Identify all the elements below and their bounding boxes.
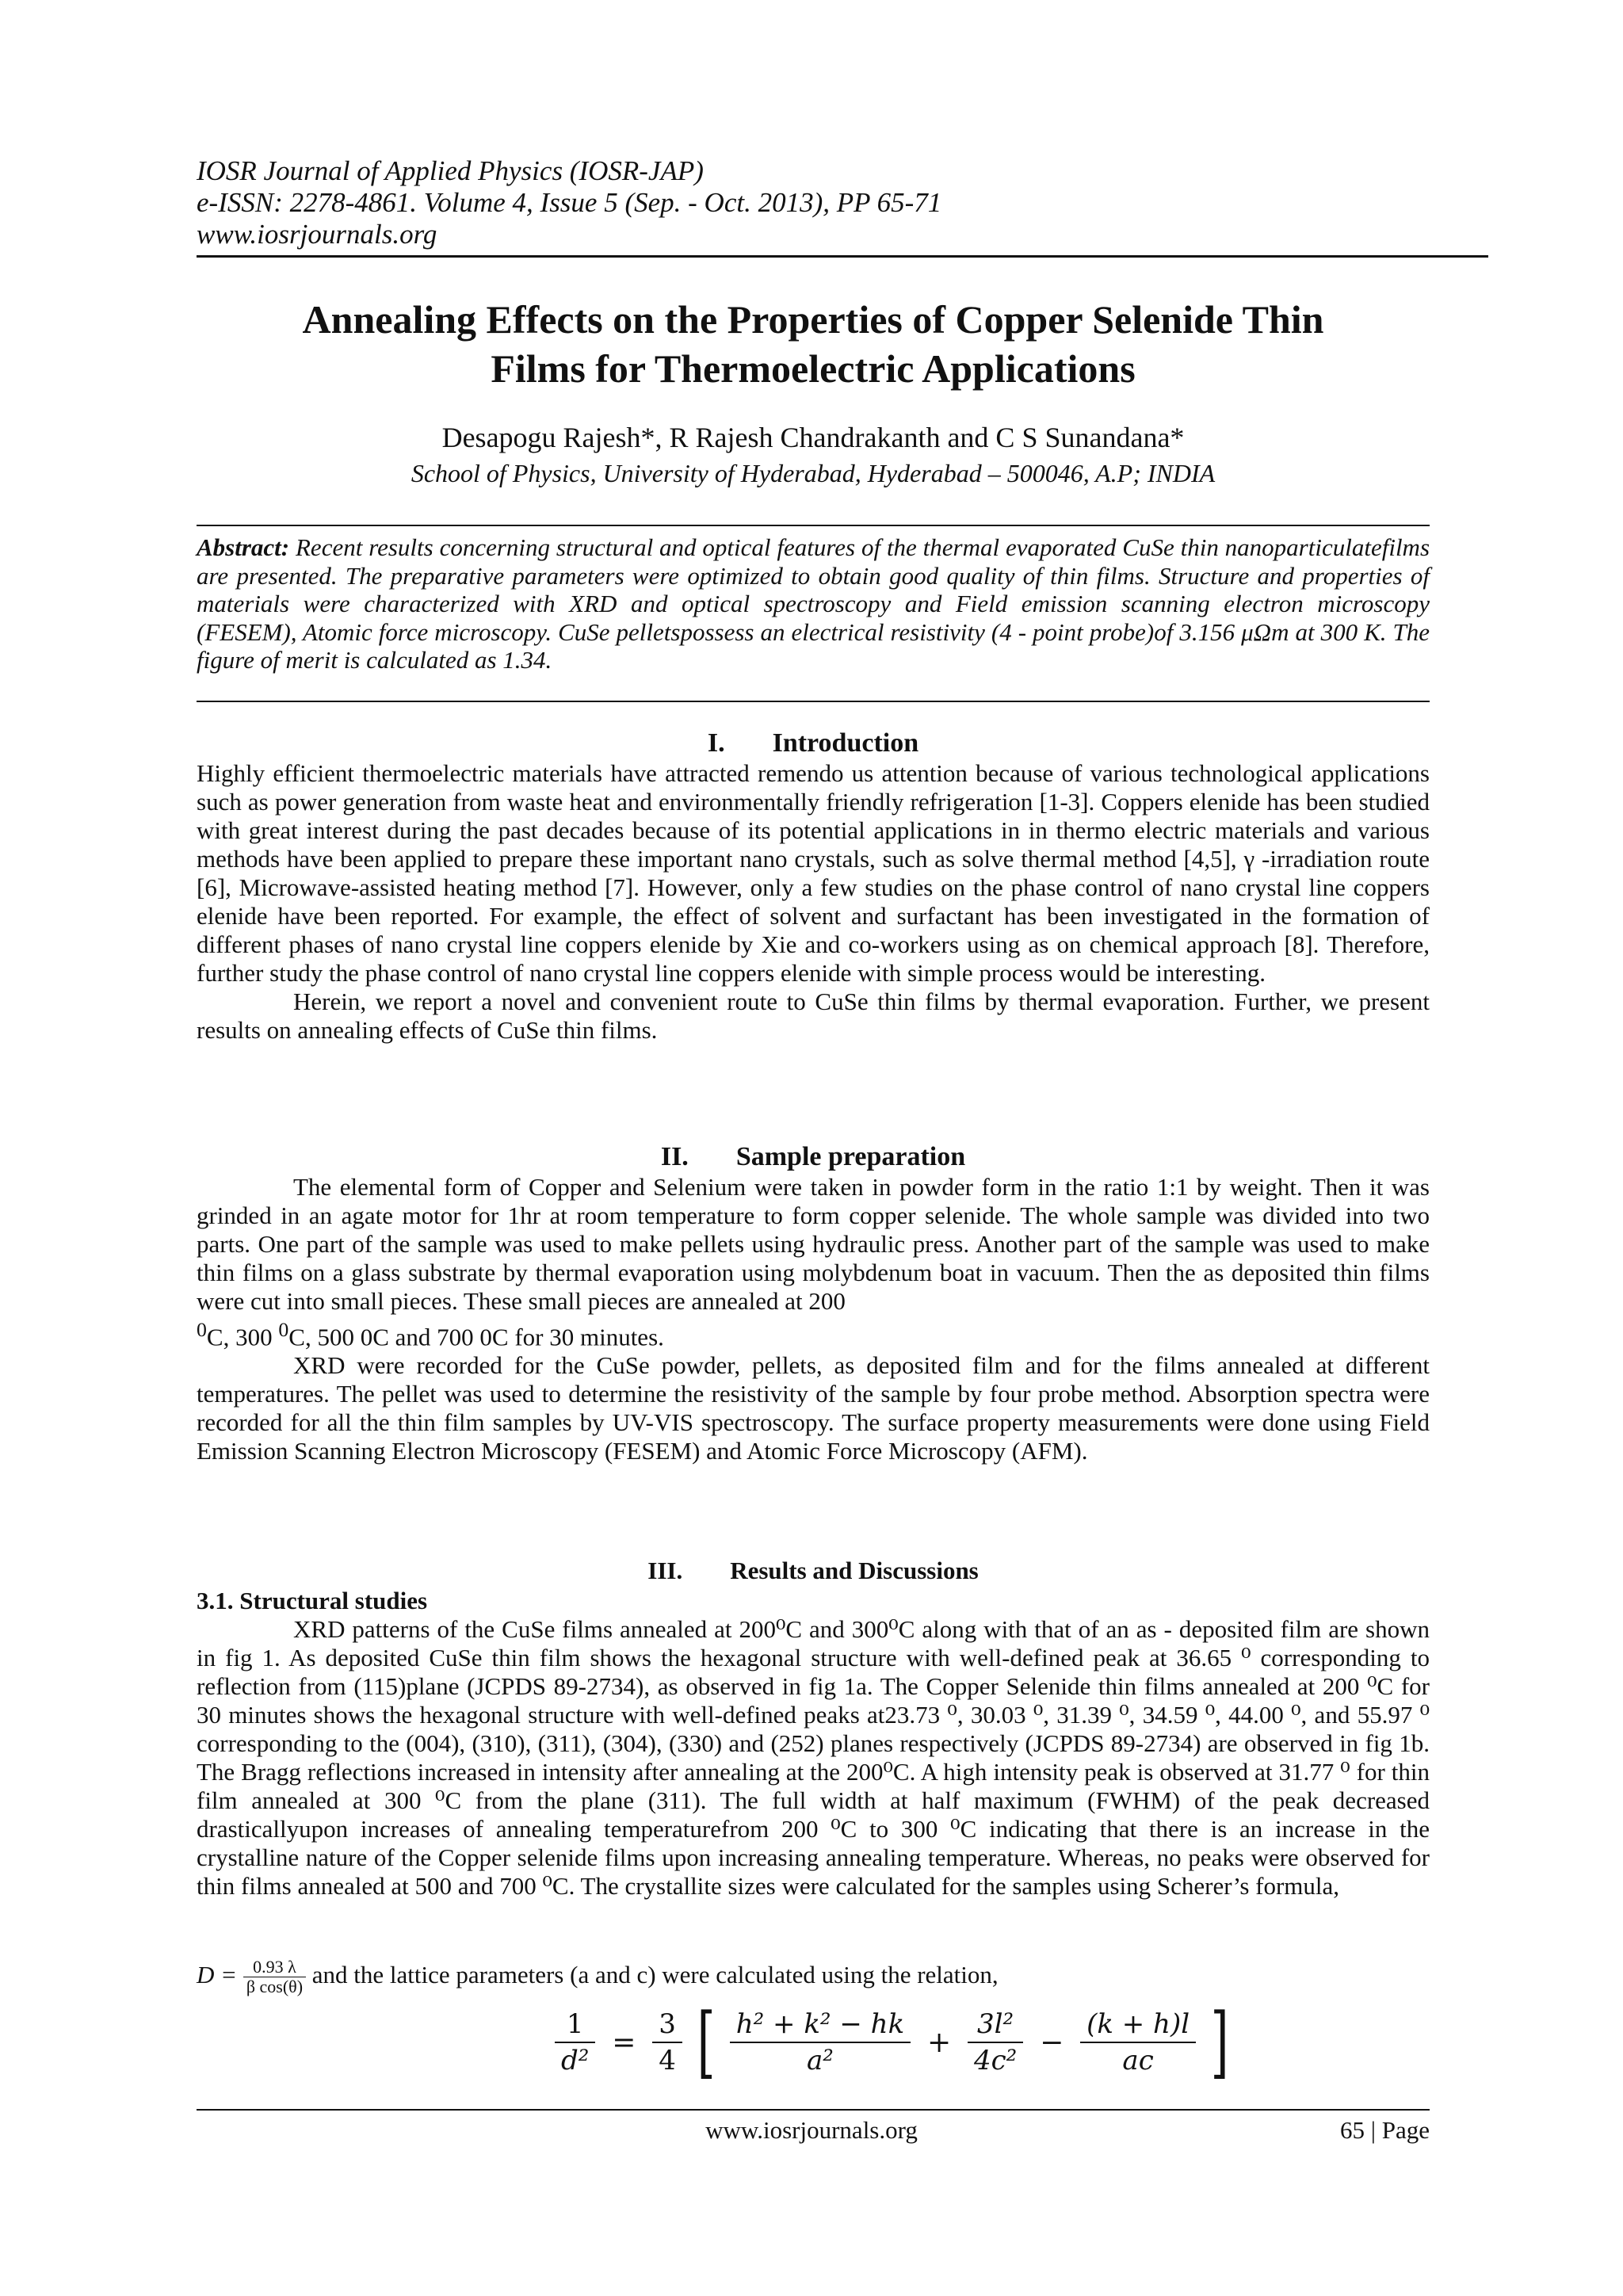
- abstract-top-rule: [197, 525, 1430, 526]
- formula-tail-text: and the lattice parameters (a and c) were calculated using the relation,: [311, 1961, 999, 1988]
- sample-preparation-body: [197, 1173, 1430, 1465]
- prep-text-c: C, 500 0C and 700 0C for 30 minutes.: [288, 1323, 664, 1351]
- paper-title: [197, 295, 1430, 393]
- journal-header: [197, 155, 1488, 250]
- lattice-parameter-equation: [555, 1997, 1235, 2088]
- eq-left-bracket: [: [697, 1997, 716, 2088]
- footer-url[interactable]: www.iosrjournals.org: [705, 2116, 918, 2144]
- eq-lhs-fraction: [555, 2007, 595, 2078]
- journal-issn-line: e-ISSN: 2278-4861. Volume 4, Issue 5 (Sep. - Oct. 2013), PP 65-71: [197, 187, 942, 218]
- abstract-label: Abstract:: [197, 533, 290, 561]
- eq-equals: =: [612, 2026, 636, 2059]
- abstract-block: [197, 533, 1430, 674]
- section-number: II.: [660, 1142, 689, 1171]
- paper-affiliation: School of Physics, University of Hyderabad, Hyderabad – 500046, A.P; INDIA: [411, 459, 1216, 487]
- eq-coefficient: [652, 2007, 682, 2078]
- section-title: Introduction: [772, 728, 919, 758]
- introduction-body: [197, 759, 1430, 1045]
- sample-preparation-paragraph-2: XRD were recorded for the CuSe powder, pellets, as deposited film and for the films annealed at different temperatures. The pellet was used to determine the resistivity of the sample by four probe method. Absorption spectra were recorded for all the thin film samples by UV-VIS spectroscopy. The surface property measurements were done using Field Emission Scanning Electron Microscopy (FESEM) and Atomic Force Microscopy (AFM).: [197, 1351, 1430, 1465]
- paper-authors: Desapogu Rajesh*, R Rajesh Chandrakanth and C S Sunandana*: [441, 422, 1185, 453]
- eq-term-3-numerator: (k + h)l: [1080, 2007, 1196, 2043]
- eq-minus: −: [1040, 2026, 1064, 2059]
- eq-right-bracket: ]: [1210, 1997, 1229, 2088]
- eq-term-2-denominator: 4c²: [973, 2045, 1018, 2076]
- prep-text-b: C, 300: [206, 1323, 273, 1351]
- abstract-bottom-rule: [197, 701, 1430, 702]
- sample-preparation-paragraph-1: [197, 1173, 1430, 1351]
- eq-coeff-numerator: 3: [652, 2007, 682, 2043]
- eq-lhs-numerator: 1: [555, 2007, 595, 2043]
- journal-name: IOSR Journal of Applied Physics (IOSR-JAP): [197, 155, 704, 186]
- scherer-fraction: [243, 1958, 306, 1996]
- section-number: III.: [647, 1557, 683, 1584]
- degree-superscript: 0: [197, 1318, 207, 1341]
- eq-term-2-numerator: 3l²: [968, 2007, 1023, 2043]
- section-number: I.: [707, 728, 725, 758]
- footer-page-number: 65 | Page: [1340, 2116, 1430, 2144]
- scherer-denominator: β cos(θ): [246, 1977, 304, 1997]
- degree-superscript: 0: [278, 1318, 289, 1341]
- eq-plus: +: [926, 2026, 952, 2059]
- section-title: Results and Discussions: [730, 1557, 979, 1584]
- section-title: Sample preparation: [735, 1142, 966, 1171]
- prep-text-a: The elemental form of Copper and Selenium were taken in powder form in the ratio 1:1 by weight. Then it was grinded in an agate motor for 1hr at room temperature to form copper selenide. The whole sample was divided into two parts. One part of the sample was used to make pellets using hydraulic press. Another part of the sample was used to make thin films on a glass substrate by thermal evaporation using molybdenum boat in vacuum. Then the as deposited thin films were cut into small pieces. These small pieces are annealed at 200: [197, 1173, 1430, 1315]
- eq-coeff-denominator: 4: [659, 2045, 676, 2076]
- scherer-formula-line: [197, 1953, 1430, 1997]
- introduction-paragraph-1: Highly efficient thermoelectric materials have attracted remendo us attention because of various technological applications such as power generation from waste heat and environmentally friendly refrigeration [1-3]. Coppers elenide has been studied with great interest during the past decades because of its potential applications in in thermo electric materials and various methods have been applied to prepare these important nano crystals, such as solve thermal method [4,5], γ -irradiation route [6], Microwave-assisted heating method [7]. However, only a few studies on the phase control of nano crystal line coppers elenide have been reported. For example, the effect of solvent and surfactant has been investigated in the formation of different phases of nano crystal line coppers elenide by Xie and co-workers using as on chemical approach [8]. Therefore, further study the phase control of nano crystal line coppers elenide with simple process would be interesting.: [197, 759, 1430, 987]
- eq-term-1-denominator: a²: [806, 2045, 834, 2076]
- section-heading-results: [197, 1555, 1430, 1587]
- eq-term-2: [968, 2007, 1023, 2078]
- eq-lhs-denominator: d²: [561, 2045, 590, 2076]
- structural-studies-paragraph: XRD patterns of the CuSe films annealed at 200⁰C and 300⁰C along with that of an as - deposited film are shown in fig 1. As deposited CuSe thin film shows the hexagonal structure with well-defined peak at 36.65 ⁰ corresponding to reflection from (115)plane (JCPDS 89-2734), as observed in fig 1a. The Copper Selenide thin films annealed at 200 ⁰C for 30 minutes shows the hexagonal structure with well-defined peaks at23.73 ⁰, 30.03 ⁰, 31.39 ⁰, 34.59 ⁰, 44.00 ⁰, and 55.97 ⁰ corresponding to the (004), (310), (311), (304), (330) and (252) planes respectively (JCPDS 89-2734) are observed in fig 1b. The Bragg reflections increased in intensity after annealing at the 200⁰C. A high intensity peak is observed at 31.77 ⁰ for thin film annealed at 300 ⁰C from the plane (311). The full width at half maximum (FWHM) of the peak decreased drasticallyupon increases of annealing temperaturefrom 200 ⁰C to 300 ⁰C indicating that there is an increase in the crystalline nature of the Copper selenide films upon increasing annealing temperature. Whereas, no peaks were observed for thin films annealed at 500 and 700 ⁰C. The crystallite sizes were calculated for the samples using Scherer’s formula,: [197, 1615, 1430, 1900]
- journal-website[interactable]: www.iosrjournals.org: [197, 219, 437, 250]
- eq-term-1-numerator: h² + k² − hk: [730, 2007, 911, 2043]
- eq-term-3: [1080, 2007, 1196, 2078]
- scherer-numerator: 0.93 λ: [243, 1958, 306, 1977]
- introduction-paragraph-2: Herein, we report a novel and convenient route to CuSe thin films by thermal evaporation. Further, we present results on annealing effects of CuSe thin films.: [197, 988, 1430, 1044]
- paper-title-line2: Films for Thermoelectric Applications: [491, 346, 1136, 391]
- section-heading-sample-preparation: [197, 1141, 1430, 1173]
- structural-studies-body: [197, 1615, 1430, 1901]
- formula-lhs: D =: [197, 1961, 238, 1988]
- subsection-heading-structural-studies: 3.1. Structural studies: [197, 1587, 428, 1614]
- eq-term-3-denominator: ac: [1122, 2045, 1154, 2076]
- paper-title-line1: Annealing Effects on the Properties of Copper Selenide Thin: [302, 297, 1324, 342]
- footer-divider: [197, 2109, 1430, 2111]
- abstract-text: Recent results concerning structural and optical features of the thermal evaporated CuSe thin nanoparticulatefilms are presented. The preparative parameters were optimized to obtain good quality of thin films. Structure and properties of materials were characterized with XRD and optical spectroscopy and Field emission scanning electron microscopy (FESEM), Atomic force microscopy. CuSe pelletspossess an electrical resistivity (4 - point probe)of 3.156 μΩm at 300 K. The figure of merit is calculated as 1.34.: [197, 533, 1430, 674]
- header-divider: [197, 255, 1488, 258]
- eq-term-1: [730, 2007, 911, 2078]
- section-heading-introduction: [197, 728, 1430, 759]
